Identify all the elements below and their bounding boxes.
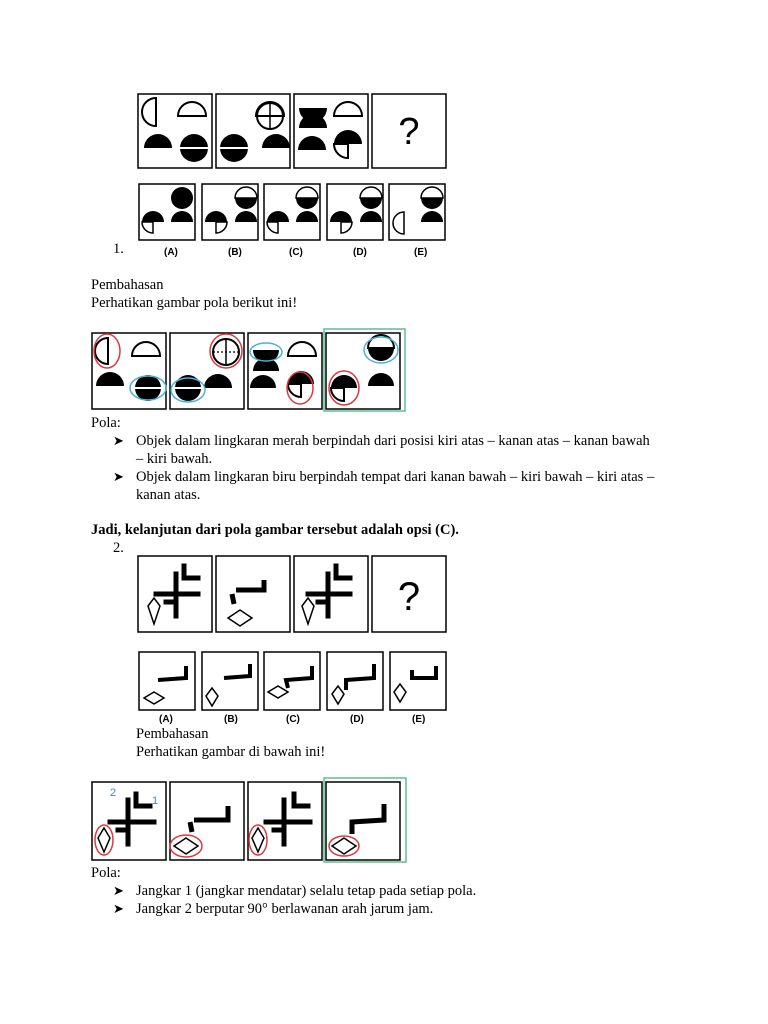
q1-option-a: (A) — [164, 247, 178, 258]
arrowhead-bullet-icon: ➤ — [113, 469, 124, 484]
question-mark: ? — [397, 575, 421, 619]
q2-option-a: (A) — [159, 714, 173, 725]
q1-options-figure — [136, 182, 448, 242]
q2-annotated-figure — [90, 776, 408, 866]
q1-option-d: (D) — [353, 247, 367, 258]
q1-pattern-figure — [136, 92, 448, 172]
q2-option-e: (E) — [412, 714, 426, 725]
q1-option-e: (E) — [414, 247, 428, 258]
q2-number: 2. — [113, 540, 124, 556]
arrowhead-bullet-icon: ➤ — [113, 883, 124, 898]
q2-option-c: (C) — [286, 714, 300, 725]
q2-option-b: (B) — [224, 714, 238, 725]
q1-discussion-heading: Pembahasan — [91, 277, 164, 293]
q1-bullet-2-line-1: Objek dalam lingkaran biru berpindah tempat dari kanan bawah – kiri bawah – kiri atas – — [136, 469, 655, 485]
q1-annotated-figure — [90, 328, 408, 414]
q2-option-d: (D) — [350, 714, 364, 725]
q2-options-figure — [136, 650, 450, 714]
anchor-marker-2: 2 — [110, 787, 117, 799]
q1-option-b: (B) — [228, 247, 242, 258]
q1-conclusion: Jadi, kelanjutan dari pola gambar tersebut adalah opsi (C). — [91, 522, 459, 538]
arrowhead-bullet-icon: ➤ — [113, 901, 124, 916]
q2-pattern-figure — [136, 554, 448, 636]
anchor-marker-1: 1 — [152, 795, 159, 807]
q2-bullet-1: Jangkar 1 (jangkar mendatar) selalu tetap pada setiap pola. — [136, 883, 477, 899]
question-mark: ? — [398, 111, 420, 153]
q1-pola-label: Pola: — [91, 415, 121, 431]
q1-bullet-1-line-2: – kiri bawah. — [136, 451, 213, 467]
q2-pola-label: Pola: — [91, 865, 121, 881]
q1-option-c: (C) — [289, 247, 303, 258]
q1-bullet-1-line-1: Objek dalam lingkaran merah berpindah dari posisi kiri atas – kanan atas – kanan bawah — [136, 433, 650, 449]
q1-bullet-2-line-2: kanan atas. — [136, 487, 201, 503]
arrowhead-bullet-icon: ➤ — [113, 433, 124, 448]
q2-bullet-2: Jangkar 2 berputar 90° berlawanan arah jarum jam. — [136, 901, 434, 917]
q1-discussion-intro: Perhatikan gambar pola berikut ini! — [91, 295, 298, 311]
q2-discussion-heading: Pembahasan — [136, 726, 209, 742]
q1-number: 1. — [113, 241, 124, 257]
q2-discussion-intro: Perhatikan gambar di bawah ini! — [136, 744, 326, 760]
